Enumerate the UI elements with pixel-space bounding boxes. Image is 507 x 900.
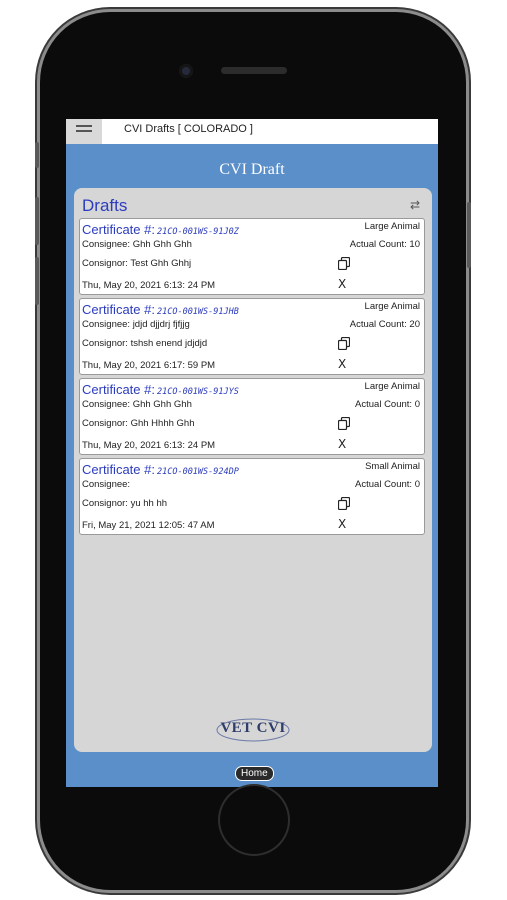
drafts-heading: Drafts	[82, 196, 128, 215]
hamburger-menu-button[interactable]	[66, 119, 102, 144]
certificate-number[interactable]: 21CO-001WS-924DP	[156, 467, 239, 477]
draft-date: Thu, May 20, 2021 6:13: 24 PM	[82, 280, 216, 291]
draft-card[interactable]	[79, 298, 425, 375]
close-icon[interactable]: X	[338, 517, 347, 531]
certificate-line[interactable]	[82, 461, 239, 479]
draft-card[interactable]	[79, 458, 425, 535]
draft-date: Thu, May 20, 2021 6:13: 24 PM	[82, 440, 216, 451]
mute-switch	[35, 142, 39, 168]
consignee-text: Consignee: Ghh Ghh Ghh	[82, 399, 192, 410]
close-icon[interactable]: X	[338, 357, 347, 371]
consignor-text: Consignor: tshsh enend jdjdjd	[82, 338, 208, 349]
page-title: CVI Draft	[219, 161, 285, 178]
phone-home-key	[220, 786, 288, 854]
phone-frame	[40, 12, 466, 890]
volume-up-button	[35, 197, 39, 245]
certificate-label: Certificate #:	[82, 302, 155, 317]
draft-date: Thu, May 20, 2021 6:17: 59 PM	[82, 360, 216, 371]
certificate-label: Certificate #:	[82, 462, 155, 477]
drafts-panel	[74, 188, 432, 752]
home-button[interactable]: Home	[235, 766, 274, 781]
draft-date: Fri, May 21, 2021 12:05: 47 AM	[82, 520, 215, 531]
certificate-line[interactable]	[82, 381, 239, 399]
actual-count: Actual Count: 20	[349, 319, 420, 330]
animal-type: Small Animal	[365, 461, 420, 472]
certificate-number[interactable]: 21CO-001WS-91J0Z	[156, 227, 239, 237]
copy-icon[interactable]	[338, 497, 350, 510]
certificate-label: Certificate #:	[82, 222, 155, 237]
certificate-number[interactable]: 21CO-001WS-91JYS	[156, 387, 239, 397]
front-camera	[179, 64, 193, 78]
draft-card[interactable]	[79, 218, 425, 295]
consignee-text: Consignee: jdjd djjdrj fjfjjg	[82, 319, 190, 330]
animal-type: Large Animal	[364, 381, 420, 392]
swap-arrows-icon[interactable]: ⇄	[409, 198, 420, 212]
close-icon[interactable]: X	[338, 277, 347, 291]
animal-type: Large Animal	[364, 221, 420, 232]
actual-count: Actual Count: 0	[355, 399, 420, 410]
power-button	[467, 202, 471, 268]
draft-card[interactable]	[79, 378, 425, 455]
vet-cvi-logo: VET CVI	[214, 716, 292, 744]
animal-type: Large Animal	[364, 301, 420, 312]
earpiece-speaker	[221, 67, 287, 74]
consignee-text: Consignee:	[82, 479, 131, 490]
volume-down-button	[35, 257, 39, 305]
certificate-line[interactable]	[82, 301, 239, 319]
consignor-text: Consignor: Ghh Hhhh Ghh	[82, 418, 195, 429]
hamburger-icon	[76, 125, 92, 127]
certificate-number[interactable]: 21CO-001WS-91JHB	[156, 307, 239, 317]
copy-icon[interactable]	[338, 337, 350, 350]
close-icon[interactable]: X	[338, 437, 347, 451]
certificate-label: Certificate #:	[82, 382, 155, 397]
screen-title: CVI Drafts [ COLORADO ]	[124, 123, 253, 135]
app-screen	[66, 119, 438, 787]
actual-count: Actual Count: 10	[349, 239, 420, 250]
top-bar	[66, 119, 438, 144]
certificate-line[interactable]	[82, 221, 239, 239]
consignee-text: Consignee: Ghh Ghh Ghh	[82, 239, 192, 250]
copy-icon[interactable]	[338, 257, 350, 270]
copy-icon[interactable]	[338, 417, 350, 430]
consignor-text: Consignor: yu hh hh	[82, 498, 168, 509]
consignor-text: Consignor: Test Ghh Ghhj	[82, 258, 192, 269]
actual-count: Actual Count: 0	[355, 479, 420, 490]
